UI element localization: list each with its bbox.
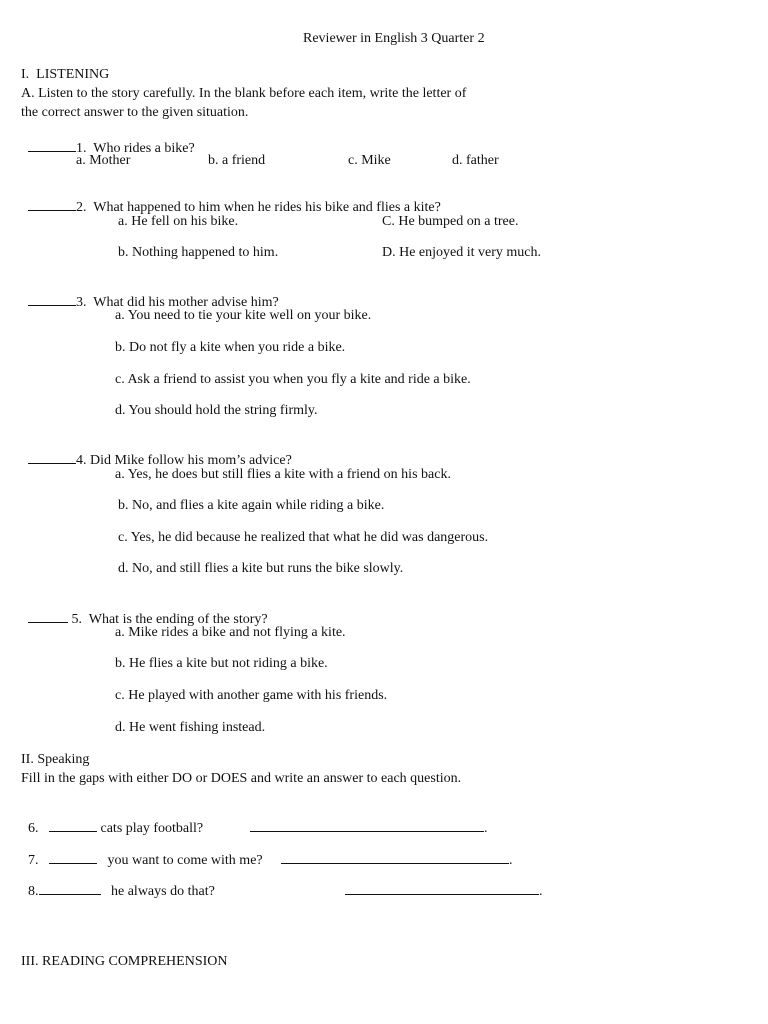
page-title: Reviewer in English 3 Quarter 2 <box>303 31 485 46</box>
question-text: What did his mother advise him? <box>93 295 279 310</box>
option-4d: d. No, and still flies a kite but runs the bike slowly. <box>118 561 404 576</box>
question-6 <box>21 803 203 837</box>
answer-blank[interactable] <box>28 610 68 623</box>
option-1b: b. a friend <box>208 153 266 168</box>
option-3c: c. Ask a friend to assist you when you fly a kite and ride a bike. <box>115 372 471 387</box>
question-number: 2. <box>76 200 87 215</box>
answer-line-8 <box>338 866 543 900</box>
question-number: 1. <box>76 141 87 156</box>
option-1a: a. Mother <box>76 153 131 168</box>
question-number: 7. <box>28 853 39 868</box>
option-2c: C. He bumped on a tree. <box>382 214 519 229</box>
question-number: 8. <box>28 884 39 899</box>
question-number: 3. <box>76 295 87 310</box>
question-text: cats play football? <box>100 821 204 836</box>
question-number: 4. <box>76 453 87 468</box>
answer-line-7 <box>274 835 513 869</box>
question-8 <box>21 866 215 900</box>
option-5d: d. He went fishing instead. <box>115 720 266 735</box>
question-text: Who rides a bike? <box>93 141 195 156</box>
question-text: What is the ending of the story? <box>88 612 268 627</box>
question-7 <box>21 835 263 869</box>
answer-blank[interactable] <box>281 851 509 864</box>
section-reading-heading: III. READING COMPREHENSION <box>21 954 228 969</box>
section-listening-instruction-line2: the correct answer to the given situation. <box>21 105 249 120</box>
option-5b: b. He flies a kite but not riding a bike. <box>115 656 328 671</box>
option-2b: b. Nothing happened to him. <box>118 245 279 260</box>
option-5a: a. Mike rides a bike and not flying a kite. <box>115 625 346 640</box>
section-speaking-heading: II. Speaking <box>21 752 90 767</box>
question-4 <box>21 435 292 469</box>
do-does-blank[interactable] <box>49 851 97 864</box>
question-text: What happened to him when he rides his bike and flies a kite? <box>93 200 441 215</box>
question-2 <box>21 182 441 216</box>
answer-blank[interactable] <box>28 198 76 211</box>
answer-blank[interactable] <box>345 882 539 895</box>
question-5 <box>21 594 268 628</box>
question-1 <box>21 123 195 157</box>
option-4c: c. Yes, he did because he realized that what he did was dangerous. <box>118 530 489 545</box>
option-1c: c. Mike <box>348 153 391 168</box>
question-text: Did Mike follow his mom’s advice? <box>90 453 292 468</box>
period: . <box>484 821 488 836</box>
do-does-blank[interactable] <box>39 882 101 895</box>
section-listening-instruction-line1: A. Listen to the story carefully. In the blank before each item, write the letter of <box>21 86 467 101</box>
answer-blank[interactable] <box>28 451 76 464</box>
answer-blank[interactable] <box>28 139 76 152</box>
answer-blank[interactable] <box>250 819 484 832</box>
option-2a: a. He fell on his bike. <box>118 214 239 229</box>
section-listening-heading: I. LISTENING <box>21 67 110 82</box>
answer-line-6 <box>243 803 488 837</box>
section-speaking-instruction: Fill in the gaps with either DO or DOES and write an answer to each question. <box>21 771 462 786</box>
option-4b: b. No, and flies a kite again while riding a bike. <box>118 498 385 513</box>
option-3d: d. You should hold the string firmly. <box>115 403 318 418</box>
answer-blank[interactable] <box>28 293 76 306</box>
period: . <box>539 884 543 899</box>
question-text: you want to come with me? <box>107 853 263 868</box>
option-3a: a. You need to tie your kite well on your bike. <box>115 308 372 323</box>
option-1d: d. father <box>452 153 499 168</box>
option-3b: b. Do not fly a kite when you ride a bike. <box>115 340 346 355</box>
option-4a: a. Yes, he does but still flies a kite with a friend on his back. <box>115 467 451 482</box>
option-2d: D. He enjoyed it very much. <box>382 245 542 260</box>
period: . <box>509 853 513 868</box>
question-number: 5. <box>71 612 82 627</box>
do-does-blank[interactable] <box>49 819 97 832</box>
question-3 <box>21 277 279 311</box>
question-number: 6. <box>28 821 39 836</box>
option-5c: c. He played with another game with his friends. <box>115 688 388 703</box>
question-text: he always do that? <box>111 884 215 899</box>
